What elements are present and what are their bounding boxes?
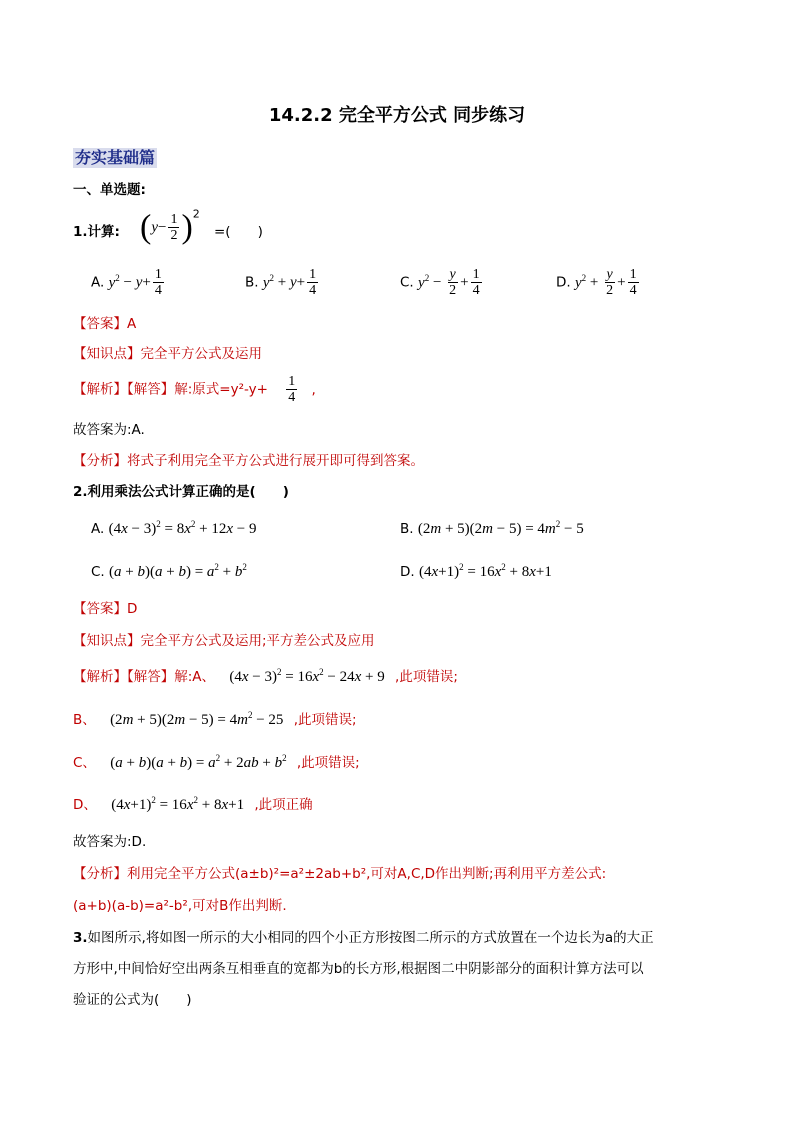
q2-option-c[interactable]: C. $(a + b)(a + b) = a^2 + b^2$ [91,562,247,580]
q1-conclusion: 故答案为:A. [73,422,145,438]
q1-option-a[interactable]: A. $y^2 - y+$ $\frac{1}{4}$ [91,267,162,298]
q3-stem-line2: 方形中,中间恰好空出两条互相垂直的宽都为b的长方形,根据图二中阴影部分的面积计算方法可以 [73,961,644,977]
q2-solution-b: B、 $(2m + 5)(2m - 5) = 4m^2 - 25$ ,此项错误; [73,710,357,728]
q2-knowledge-point: 【知识点】完全平方公式及运用;平方差公式及应用 [73,633,375,649]
q2-solution-c: C、 $(a + b)(a + b) = a^2 + 2ab + b^2$ ,此项错误; [73,753,360,771]
part-heading: 一、单选题: [73,182,146,198]
q1-option-c[interactable]: C. $y^2$ − $\frac{y}{2}$ + $\frac{1}{4}$ [400,267,480,298]
q1-option-d[interactable]: D. $y^2$ + $\frac{y}{2}$ + $\frac{1}{4}$ [556,267,637,298]
q1-stem: 1.计算: [73,224,120,240]
q2-solution-a: 【解析】【解答】解:A、 $(4x - 3)^2 = 16x^2 - 24x + 9$ ,此项错误; [73,667,458,685]
q1-answer: 【答案】A [73,316,137,332]
q3-stem-line3: 验证的公式为( ) [73,992,192,1008]
page-title: 14.2.2 完全平方公式 同步练习 [268,105,526,126]
q1-option-b[interactable]: B. $y^2 + y+$ $\frac{1}{4}$ [245,267,317,298]
q2-analysis-line1: 【分析】利用完全平方公式(a±b)²=a²±2ab+b²,可对A,C,D作出判断;再利用平方差公式: [73,866,607,882]
q3-stem-line1: 3.如图所示,将如图一所示的大小相同的四个小正方形按图二所示的方式放置在一个边长为a的大正 [73,930,654,946]
q1-tail: =( ) [214,224,263,240]
q1-knowledge-point: 【知识点】完全平方公式及运用 [73,346,262,362]
q1-analysis: 【分析】将式子利用完全平方公式进行展开即可得到答案。 [73,453,424,469]
q1-expression: (y− $\frac{1}{2}$ )$^2$ [140,207,200,246]
q2-answer: 【答案】D [73,601,138,617]
q2-stem: 2.利用乘法公式计算正确的是( ) [73,484,289,500]
q2-conclusion: 故答案为:D. [73,834,147,850]
q2-solution-d: D、 $(4x+1)^2 = 16x^2 + 8x+1$ ,此项正确 [73,795,313,813]
q2-option-d[interactable]: D. $(4x+1)^2 = 16x^2 + 8x+1$ [400,562,552,580]
q2-analysis-line2: (a+b)(a-b)=a²-b²,可对B作出判断. [73,898,287,914]
q2-option-a[interactable]: A. $(4x - 3)^2 = 8x^2 + 12x - 9$ [91,519,257,537]
q1-solution: 【解析】【解答】解:原式=y²-y+ $\frac{1}{4}$ , [73,374,316,405]
q2-option-b[interactable]: B. $(2m + 5)(2m - 5) = 4m^2 - 5$ [400,519,584,537]
section-heading: 夯实基础篇 [75,148,156,167]
